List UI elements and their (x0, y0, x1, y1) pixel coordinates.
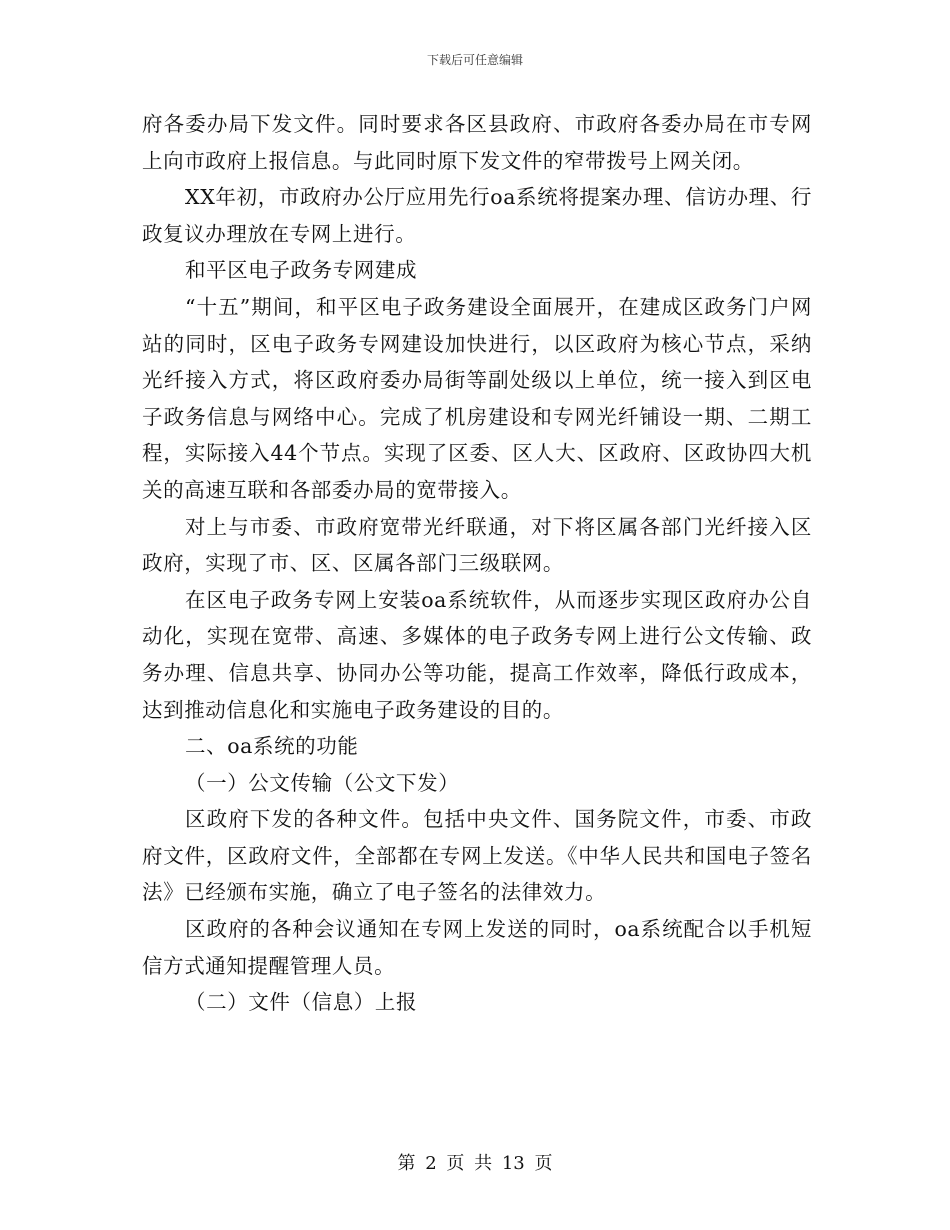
page-number: 第 2 页 共 13 页 (397, 1153, 553, 1174)
paragraph-meeting-notices: 区政府的各种会议通知在专网上发送的同时，oa系统配合以手机短信方式通知提醒管理人员。 (142, 917, 812, 978)
paragraph-issued-documents: 区政府下发的各种文件。包括中央文件、国务院文件，市委、市政府文件，区政府文件，全部都在专网上发送。《中华人民共和国电子签名法》已经颁布实施，确立了电子签名的法律效力。 (142, 807, 812, 905)
section-heading-heping: 和平区电子政务专网建成 (185, 258, 418, 283)
paragraph-oa-install: 在区电子政务专网上安装oa系统软件，从而逐步实现区政府办公自动化，实现在宽带、高速、多媒体的电子政务专网上进行公文传输、政务办理、信息共享、协同办公等功能，提高工作效率，降低行政成本，达到推动信息化和实施电子政务建设的目的。 (142, 587, 812, 722)
paragraph-continued: 府各委办局下发文件。同时要求各区县政府、市政府各委办局在市专网上向市政府上报信息。与此同时原下发文件的窄带拨号上网关闭。 (142, 112, 812, 173)
subsection-heading-document-transfer: （一）公文传输（公文下发） (185, 770, 460, 795)
page-header-note: 下载后可任意编辑 (426, 53, 523, 67)
subsection-heading-document-reporting: （二）文件（信息）上报 (185, 990, 418, 1015)
paragraph-oa-start: XX年初，市政府办公厅应用先行oa系统将提案办理、信访办理、行政复议办理放在专网上进行。 (142, 185, 812, 246)
document-body (142, 106, 812, 1021)
paragraph-fifteen-plan: “十五”期间，和平区电子政务建设全面展开，在建成区政务门户网站的同时，区电子政务专网建设加快进行，以区政府为核心节点，采纳光纤接入方式，将区政府委办局街等副处级以上单位，统一接入到区电子政务信息与网络中心。完成了机房建设和专网光纤铺设一期、二期工程，实际接入44个节点。实现了区委、区人大、区政府、区政协四大机关的高速互联和各部委办局的宽带接入。 (142, 294, 812, 502)
paragraph-fiber-link: 对上与市委、市政府宽带光纤联通，对下将区属各部门光纤接入区政府，实现了市、区、区属各部门三级联网。 (142, 514, 812, 576)
section-heading-oa-functions: 二、oa系统的功能 (185, 734, 359, 759)
